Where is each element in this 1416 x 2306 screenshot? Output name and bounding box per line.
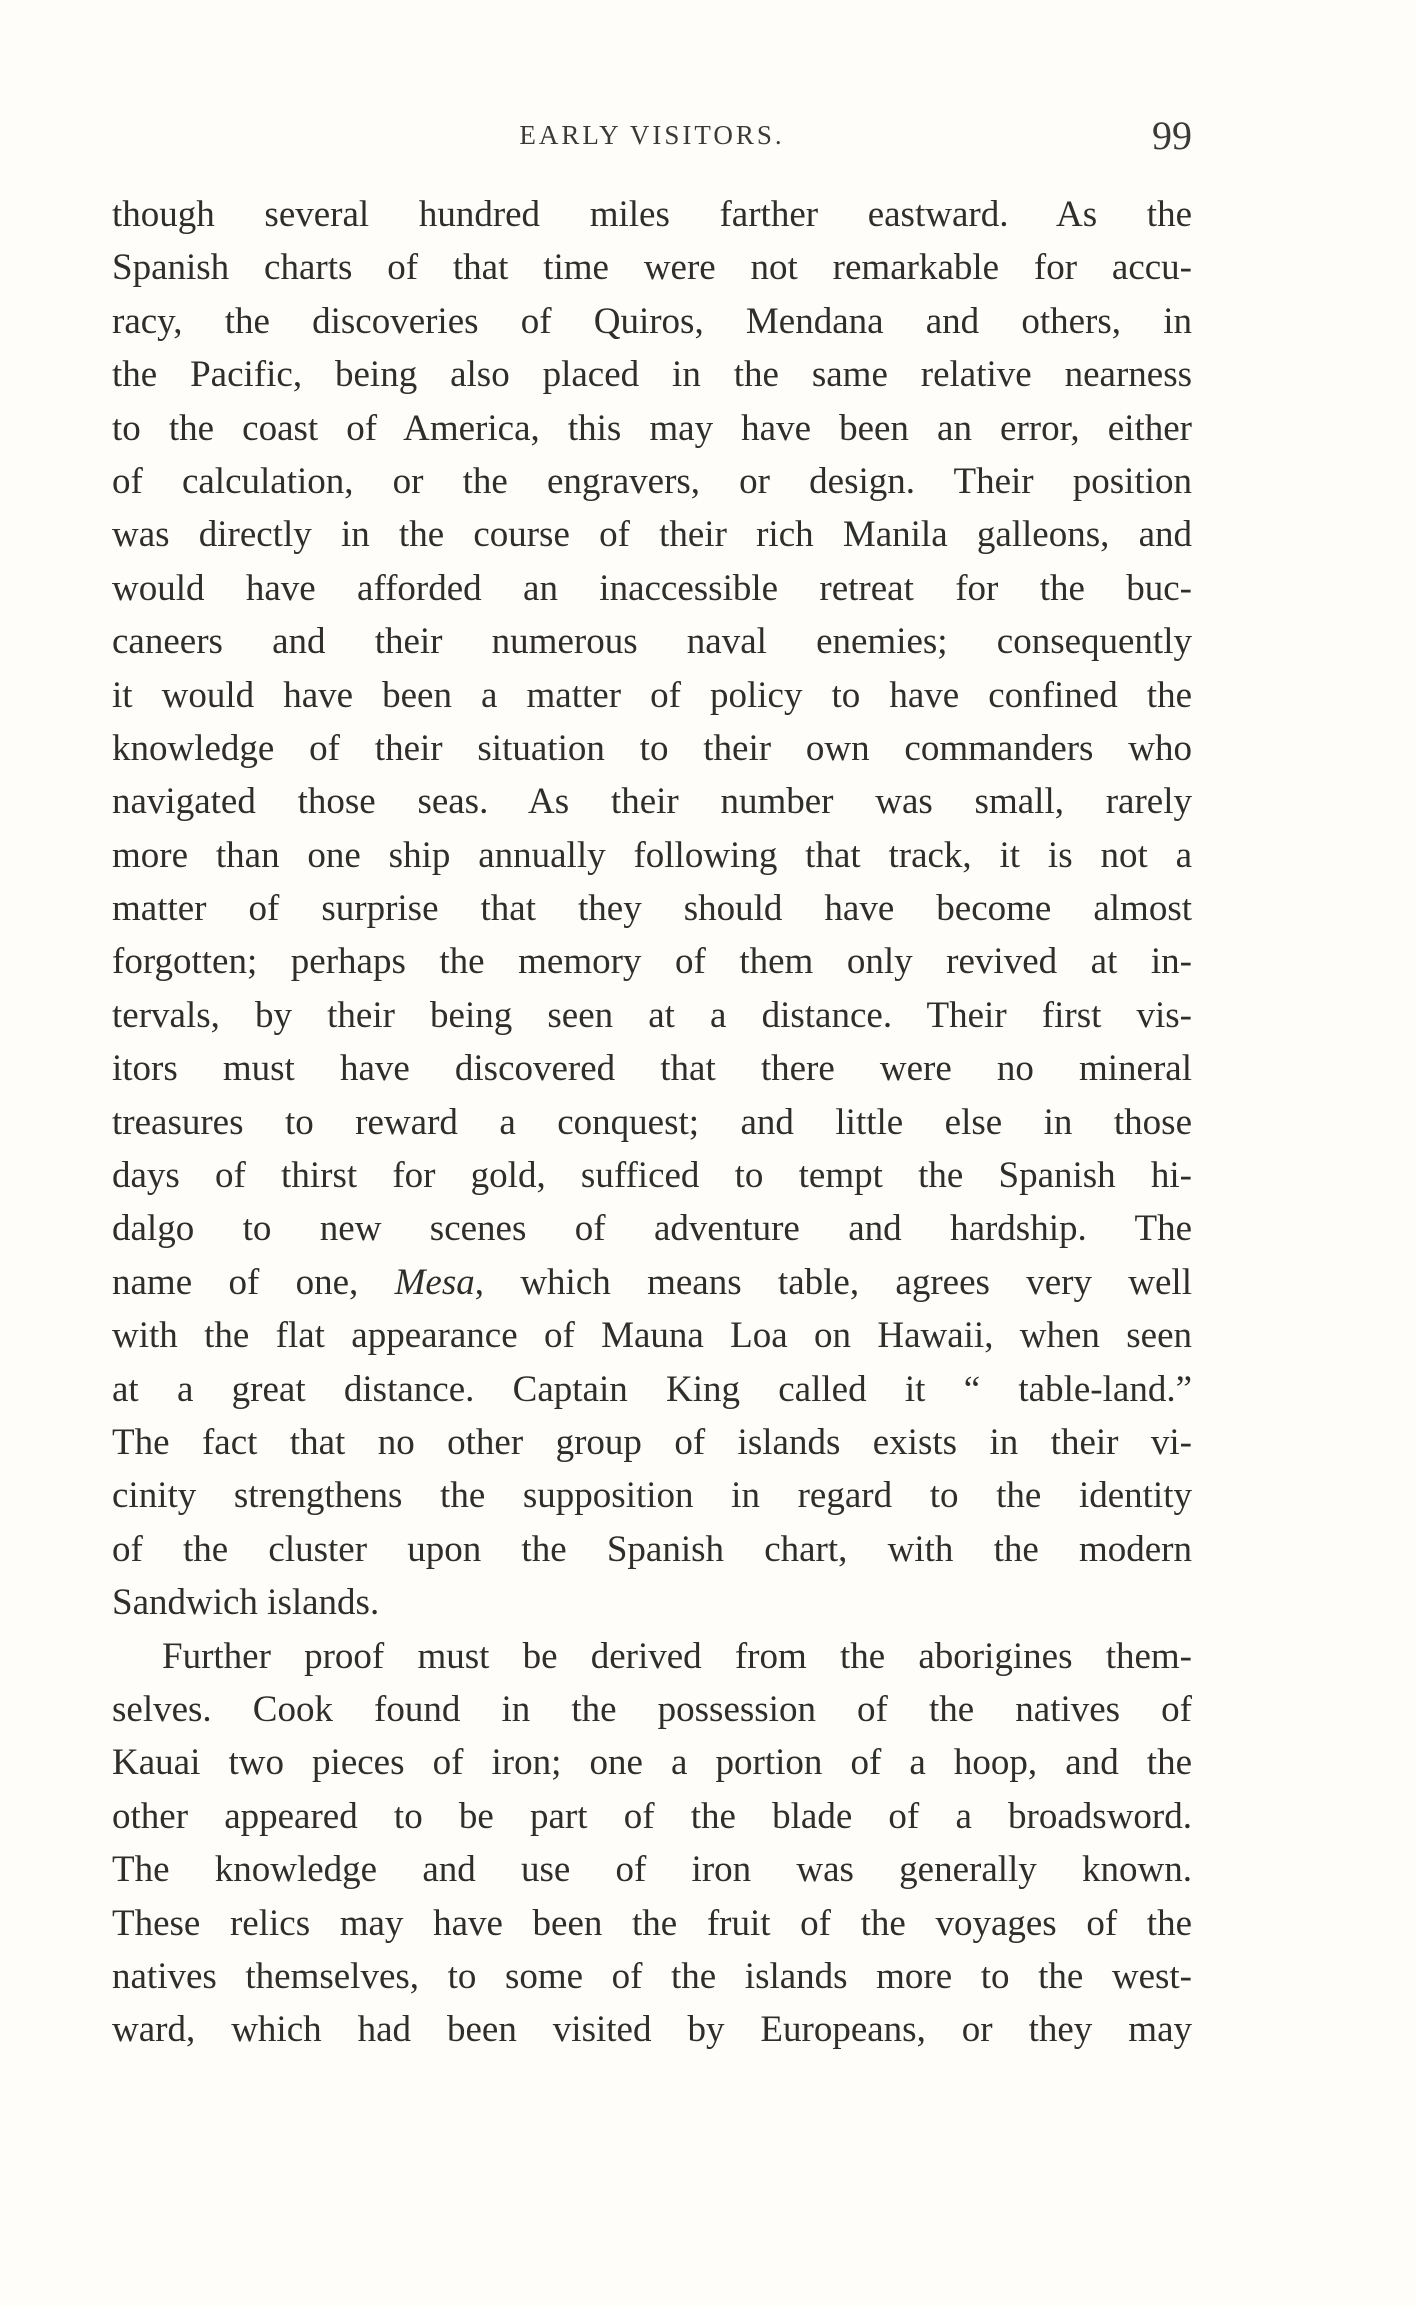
text-line: matter of surprise that they should have become almost xyxy=(112,888,1192,930)
text-line: The knowledge and use of iron was generally known. xyxy=(112,1849,1192,1891)
body-text xyxy=(112,188,1192,2057)
italic-word: Mesa xyxy=(394,1261,475,1303)
text-line: natives themselves, to some of the islands more to the west- xyxy=(112,1955,1192,1997)
text-line: it would have been a matter of policy to have confined the xyxy=(112,674,1192,716)
text-line: at a great distance. Captain King called it “ table-land.” xyxy=(112,1368,1192,1410)
text-line: itors must have discovered that there were no mineral xyxy=(112,1048,1192,1090)
text-line: Kauai two pieces of iron; one a portion of a hoop, and the xyxy=(112,1742,1192,1784)
text-line: ward, which had been visited by Europeans, or they may xyxy=(112,2009,1192,2051)
running-head xyxy=(112,112,1192,162)
text-line: knowledge of their situation to their own commanders who xyxy=(112,727,1192,769)
running-title: EARLY VISITORS. xyxy=(519,120,785,150)
page-number: 99 xyxy=(1152,113,1192,158)
text-line: of the cluster upon the Spanish chart, with the modern xyxy=(112,1528,1192,1570)
text-line: caneers and their numerous naval enemies; consequently xyxy=(112,621,1192,663)
text-line: Spanish charts of that time were not remarkable for accu- xyxy=(112,247,1192,289)
text-line: The fact that no other group of islands exists in their vi- xyxy=(112,1421,1192,1463)
text-line: Further proof must be derived from the aborigines them- xyxy=(162,1635,1192,1677)
text-line: days of thirst for gold, sufficed to tempt the Spanish hi- xyxy=(112,1155,1192,1197)
text-line: to the coast of America, this may have been an error, either xyxy=(112,407,1192,449)
text-line: other appeared to be part of the blade of a broadsword. xyxy=(112,1795,1192,1837)
text-line: tervals, by their being seen at a distance. Their first vis- xyxy=(112,994,1192,1036)
text-line: was directly in the course of their rich Manila galleons, and xyxy=(112,514,1192,556)
text-line: navigated those seas. As their number was small, rarely xyxy=(112,781,1192,823)
text-line: cinity strengthens the supposition in regard to the identity xyxy=(112,1475,1192,1517)
text-line: of calculation, or the engravers, or design. Their position xyxy=(112,460,1192,502)
text-line: more than one ship annually following that track, it is not a xyxy=(112,834,1192,876)
text-line: the Pacific, being also placed in the same relative nearness xyxy=(112,354,1192,396)
text-line: racy, the discoveries of Quiros, Mendana and others, in xyxy=(112,300,1192,342)
text-line: name of one, Mesa, which means table, agrees very well xyxy=(112,1261,1192,1303)
text-line: with the flat appearance of Mauna Loa on Hawaii, when seen xyxy=(112,1315,1192,1357)
text-line: though several hundred miles farther eastward. As the xyxy=(112,194,1192,235)
text-line: would have afforded an inaccessible retreat for the buc- xyxy=(112,567,1192,609)
text-line: forgotten; perhaps the memory of them only revived at in- xyxy=(112,941,1192,983)
text-line: Sandwich islands. xyxy=(112,1582,380,1624)
text-line: treasures to reward a conquest; and little else in those xyxy=(112,1101,1192,1143)
text-line: These relics may have been the fruit of the voyages of the xyxy=(112,1902,1192,1944)
text-line: selves. Cook found in the possession of the natives of xyxy=(112,1688,1192,1730)
text-line: dalgo to new scenes of adventure and hardship. The xyxy=(112,1208,1192,1250)
